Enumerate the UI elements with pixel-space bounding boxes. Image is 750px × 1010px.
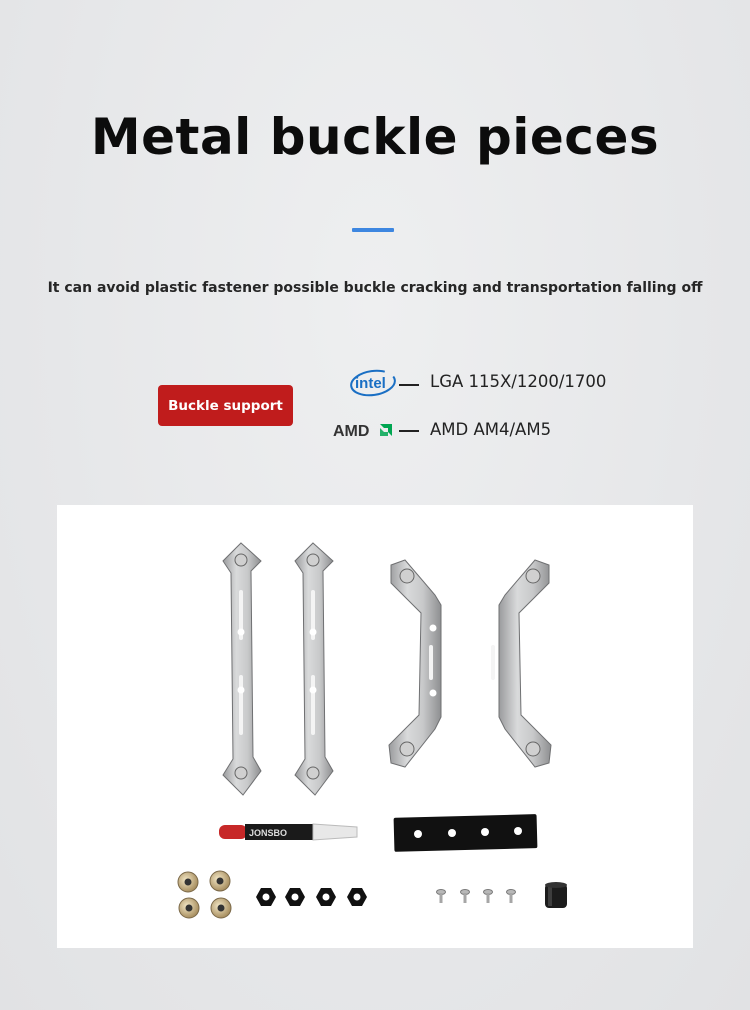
curved-bracket-left	[389, 560, 441, 767]
amd-logo	[333, 421, 395, 443]
intel-support-text: LGA 115X/1200/1700	[430, 372, 607, 391]
mounting-bar-right	[295, 543, 333, 795]
screwdriver-bit	[545, 882, 567, 908]
product-photo	[57, 505, 693, 948]
hex-nuts	[256, 888, 367, 906]
page-title: Metal buckle pieces	[90, 108, 660, 166]
title-accent-divider	[352, 228, 394, 232]
amd-support-text: AMD AM4/AM5	[430, 420, 552, 439]
amd-logo-text: AMD	[333, 423, 370, 439]
thermal-paste-tube	[219, 824, 357, 840]
description-text: It can avoid plastic fastener possible buckle cracking and transportation falling off	[47, 280, 703, 296]
thermal-paste-brand: JONSBO	[249, 828, 288, 838]
intel-dash	[399, 384, 419, 386]
buckle-support-button[interactable]	[158, 385, 293, 426]
foam-pad-strip	[394, 814, 538, 852]
amd-dash	[399, 430, 419, 432]
curved-bracket-right	[490, 560, 552, 767]
buckle-support-label: Buckle support	[168, 397, 283, 414]
intel-logo-text: intel	[355, 375, 386, 392]
product-illustration	[57, 505, 693, 948]
intel-logo	[349, 368, 397, 402]
screws	[437, 890, 516, 904]
standoff-nuts	[178, 871, 231, 918]
mounting-bar-left	[223, 543, 261, 795]
